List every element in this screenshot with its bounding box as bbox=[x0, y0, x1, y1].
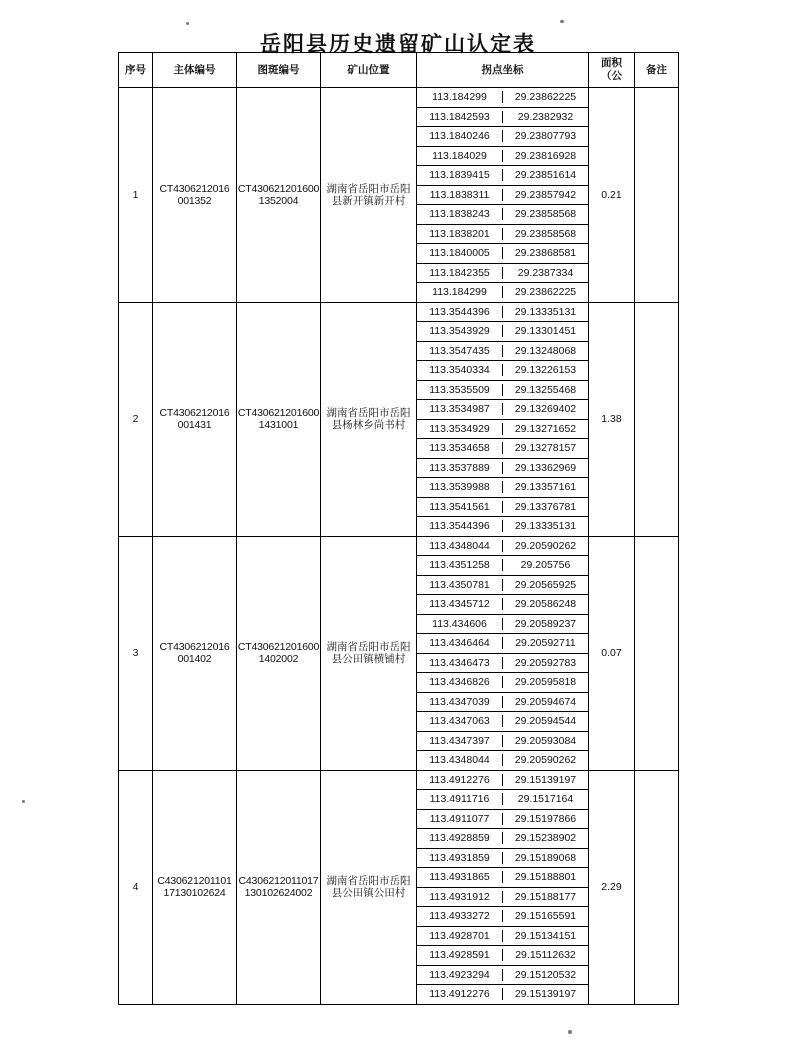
cell-coordinate-x: 113.4346464 bbox=[417, 637, 503, 649]
cell-coordinate-y: 29.13301451 bbox=[514, 325, 577, 338]
cell-coordinate-pair bbox=[417, 985, 589, 1005]
cell-coordinate-y: 29.20586248 bbox=[514, 598, 577, 611]
cell-coordinate-y: 29.15120532 bbox=[514, 968, 577, 981]
cell-coordinate-x: 113.4912276 bbox=[417, 774, 503, 786]
cell-seq: 4 bbox=[119, 770, 153, 1004]
cell-coordinate-x: 113.1840246 bbox=[417, 130, 503, 142]
cell-coordinate-x: 113.3541561 bbox=[417, 501, 503, 513]
cell-coordinate-pair bbox=[417, 341, 589, 361]
cell-coordinate-pair bbox=[417, 829, 589, 849]
cell-coordinate-y: 29.15112632 bbox=[515, 949, 576, 962]
cell-coordinate-pair bbox=[417, 517, 589, 537]
cell-coordinate-x: 113.4348044 bbox=[417, 754, 503, 766]
cell-coordinate-x: 113.3544396 bbox=[417, 306, 503, 318]
cell-coordinate-pair bbox=[417, 907, 589, 927]
scan-speck bbox=[568, 1030, 572, 1034]
cell-coordinate-y: 29.23857942 bbox=[514, 188, 577, 201]
cell-coordinate-y: 29.20590262 bbox=[514, 539, 577, 552]
cell-coordinate-pair bbox=[417, 692, 589, 712]
cell-coordinate-pair bbox=[417, 731, 589, 751]
cell-seq: 3 bbox=[119, 536, 153, 770]
cell-coordinate-y: 29.20593084 bbox=[514, 734, 577, 747]
cell-coordinate-y: 29.13269402 bbox=[514, 403, 577, 416]
cell-coordinate-x: 113.4931912 bbox=[417, 891, 503, 903]
cell-coordinate-pair bbox=[417, 361, 589, 381]
cell-coordinate-y: 29.13376781 bbox=[514, 500, 577, 513]
cell-coordinate-pair bbox=[417, 107, 589, 127]
cell-coordinate-y: 29.23816928 bbox=[514, 149, 577, 162]
cell-coordinate-pair bbox=[417, 926, 589, 946]
cell-coordinate-pair bbox=[417, 185, 589, 205]
cell-coordinate-pair bbox=[417, 653, 589, 673]
cell-coordinate-pair bbox=[417, 946, 589, 966]
cell-coordinate-x: 113.3534987 bbox=[417, 403, 503, 415]
cell-coordinate-x: 113.1842593 bbox=[417, 111, 503, 123]
cell-coordinate-pair bbox=[417, 380, 589, 400]
cell-coordinate-y: 29.20590262 bbox=[514, 754, 577, 767]
cell-remark bbox=[635, 770, 679, 1004]
cell-coordinate-y: 29.20565925 bbox=[514, 578, 577, 591]
cell-coordinate-x: 113.1840005 bbox=[417, 247, 503, 259]
cell-location: 湖南省岳阳市岳阳 县公田镇横铺村 bbox=[321, 536, 417, 770]
cell-coordinate-x: 113.3543929 bbox=[417, 325, 503, 337]
cell-coordinate-y: 29.15197866 bbox=[514, 812, 577, 825]
cell-coordinate-y: 29.15134151 bbox=[514, 929, 577, 942]
cell-patch-code: CT430621201600 1352004 bbox=[237, 88, 321, 303]
cell-coordinate-pair bbox=[417, 614, 589, 634]
cell-coordinate-pair bbox=[417, 575, 589, 595]
cell-coordinate-y: 29.15238902 bbox=[514, 832, 577, 845]
cell-coordinate-pair bbox=[417, 439, 589, 459]
cell-coordinate-pair bbox=[417, 478, 589, 498]
cell-coordinate-x: 113.184299 bbox=[417, 286, 503, 298]
cell-coordinate-x: 113.4923294 bbox=[417, 969, 503, 981]
cell-location: 湖南省岳阳市岳阳 县杨林乡尚书村 bbox=[321, 302, 417, 536]
cell-coordinate-x: 113.3540334 bbox=[417, 364, 503, 376]
cell-coordinate-y: 29.20592711 bbox=[515, 637, 576, 650]
cell-coordinate-pair bbox=[417, 224, 589, 244]
cell-coordinate-y: 29.2382932 bbox=[517, 110, 574, 123]
cell-coordinate-y: 29.20592783 bbox=[514, 656, 577, 669]
cell-coordinate-y: 29.23858568 bbox=[514, 208, 577, 221]
cell-coordinate-x: 113.3539988 bbox=[417, 481, 503, 493]
cell-coordinate-pair bbox=[417, 497, 589, 517]
cell-coordinate-y: 29.23862225 bbox=[514, 91, 577, 104]
cell-coordinate-y: 29.13271652 bbox=[514, 422, 577, 435]
cell-coordinate-x: 113.4928701 bbox=[417, 930, 503, 942]
cell-area: 0.07 bbox=[589, 536, 635, 770]
cell-coordinate-x: 113.3537889 bbox=[417, 462, 503, 474]
cell-coordinate-y: 29.15139197 bbox=[514, 773, 577, 786]
cell-coordinate-y: 29.20594544 bbox=[514, 715, 577, 728]
cell-coordinate-x: 113.4931859 bbox=[417, 852, 503, 864]
cell-area: 2.29 bbox=[589, 770, 635, 1004]
mine-recognition-table bbox=[118, 52, 679, 1005]
cell-coordinate-y: 29.13357161 bbox=[514, 481, 577, 494]
header-area bbox=[589, 53, 635, 88]
cell-coordinate-x: 113.184299 bbox=[417, 91, 503, 103]
table-row bbox=[119, 770, 679, 790]
cell-coordinate-x: 113.4351258 bbox=[417, 559, 503, 571]
cell-subject-code: CT4306212016 001402 bbox=[153, 536, 237, 770]
cell-coordinate-y: 29.13335131 bbox=[514, 305, 577, 318]
cell-coordinate-x: 113.4347039 bbox=[417, 696, 503, 708]
cell-coordinate-x: 113.4346473 bbox=[417, 657, 503, 669]
cell-coordinate-pair bbox=[417, 166, 589, 186]
cell-coordinate-x: 113.434606 bbox=[417, 618, 503, 630]
cell-coordinate-x: 113.4928859 bbox=[417, 832, 503, 844]
cell-coordinate-y: 29.15139197 bbox=[514, 988, 577, 1001]
cell-coordinate-x: 113.3544396 bbox=[417, 520, 503, 532]
cell-coordinate-pair bbox=[417, 887, 589, 907]
cell-coordinate-x: 113.4347397 bbox=[417, 735, 503, 747]
cell-coordinate-pair bbox=[417, 965, 589, 985]
cell-subject-code: C430621201101 17130102624 bbox=[153, 770, 237, 1004]
scan-speck bbox=[186, 22, 189, 25]
page-title: 岳阳县历史遗留矿山认定表 bbox=[260, 32, 536, 56]
cell-coordinate-pair bbox=[417, 419, 589, 439]
cell-coordinate-y: 29.23868581 bbox=[514, 247, 577, 260]
cell-coordinate-y: 29.13248068 bbox=[514, 344, 577, 357]
cell-area: 1.38 bbox=[589, 302, 635, 536]
cell-coordinate-x: 113.4346826 bbox=[417, 676, 503, 688]
cell-coordinate-y: 29.23862225 bbox=[514, 286, 577, 299]
cell-coordinate-pair bbox=[417, 400, 589, 420]
cell-coordinate-pair bbox=[417, 244, 589, 264]
cell-coordinate-y: 29.23858568 bbox=[514, 227, 577, 240]
cell-coordinate-x: 113.4348044 bbox=[417, 540, 503, 552]
cell-coordinate-pair bbox=[417, 536, 589, 556]
cell-coordinate-pair bbox=[417, 868, 589, 888]
table-body bbox=[119, 88, 679, 1005]
cell-coordinate-y: 29.13335131 bbox=[514, 520, 577, 533]
cell-patch-code: CT430621201600 1402002 bbox=[237, 536, 321, 770]
header-remark: 备注 bbox=[635, 53, 679, 88]
cell-remark bbox=[635, 302, 679, 536]
cell-coordinate-pair bbox=[417, 751, 589, 771]
cell-coordinate-x: 113.1842355 bbox=[417, 267, 503, 279]
cell-coordinate-pair bbox=[417, 205, 589, 225]
cell-coordinate-y: 29.23851614 bbox=[514, 169, 577, 182]
cell-coordinate-pair bbox=[417, 127, 589, 147]
cell-seq: 2 bbox=[119, 302, 153, 536]
cell-coordinate-pair bbox=[417, 595, 589, 615]
cell-coordinate-x: 113.4933272 bbox=[417, 910, 503, 922]
cell-coordinate-pair bbox=[417, 458, 589, 478]
cell-coordinate-x: 113.1838311 bbox=[417, 189, 503, 201]
cell-coordinate-y: 29.13226153 bbox=[514, 364, 577, 377]
cell-coordinate-y: 29.15188801 bbox=[514, 871, 577, 884]
cell-coordinate-pair bbox=[417, 790, 589, 810]
cell-location: 湖南省岳阳市岳阳 县公田镇公田村 bbox=[321, 770, 417, 1004]
cell-coordinate-pair bbox=[417, 302, 589, 322]
cell-coordinate-y: 29.15165591 bbox=[514, 910, 577, 923]
table-header bbox=[119, 53, 679, 88]
cell-coordinate-pair bbox=[417, 809, 589, 829]
cell-coordinate-x: 113.3534658 bbox=[417, 442, 503, 454]
cell-area: 0.21 bbox=[589, 88, 635, 303]
header-patch-code: 图斑编号 bbox=[237, 53, 321, 88]
cell-coordinate-pair bbox=[417, 263, 589, 283]
cell-remark bbox=[635, 536, 679, 770]
cell-coordinate-x: 113.1838201 bbox=[417, 228, 503, 240]
cell-coordinate-y: 29.1517164 bbox=[517, 793, 574, 806]
cell-coordinate-pair bbox=[417, 322, 589, 342]
cell-coordinate-y: 29.20595818 bbox=[514, 676, 577, 689]
cell-coordinate-x: 113.4911077 bbox=[417, 813, 503, 825]
header-area-line2: （公 bbox=[601, 70, 622, 82]
cell-coordinate-x: 113.4345712 bbox=[417, 598, 503, 610]
cell-seq: 1 bbox=[119, 88, 153, 303]
cell-coordinate-y: 29.20594674 bbox=[514, 695, 577, 708]
cell-coordinate-y: 29.23807793 bbox=[514, 130, 577, 143]
cell-coordinate-pair bbox=[417, 88, 589, 108]
cell-coordinate-x: 113.1839415 bbox=[417, 169, 503, 181]
cell-coordinate-pair bbox=[417, 556, 589, 576]
cell-coordinate-x: 113.184029 bbox=[417, 150, 503, 162]
header-location: 矿山位置 bbox=[321, 53, 417, 88]
cell-coordinate-y: 29.2387334 bbox=[517, 266, 574, 279]
scan-speck bbox=[560, 20, 564, 23]
header-subject-code: 主体编号 bbox=[153, 53, 237, 88]
cell-coordinate-pair bbox=[417, 283, 589, 303]
cell-remark bbox=[635, 88, 679, 303]
cell-patch-code: C4306212011017 130102624002 bbox=[237, 770, 321, 1004]
cell-patch-code: CT430621201600 1431001 bbox=[237, 302, 321, 536]
cell-coordinate-pair bbox=[417, 673, 589, 693]
cell-coordinate-x: 113.3535509 bbox=[417, 384, 503, 396]
cell-coordinate-x: 113.4347063 bbox=[417, 715, 503, 727]
cell-coordinate-y: 29.15188177 bbox=[514, 890, 577, 903]
table-row bbox=[119, 88, 679, 108]
cell-coordinate-pair bbox=[417, 634, 589, 654]
cell-subject-code: CT4306212016 001431 bbox=[153, 302, 237, 536]
cell-coordinate-x: 113.3534929 bbox=[417, 423, 503, 435]
header-coordinates: 拐点坐标 bbox=[417, 53, 589, 88]
cell-coordinate-x: 113.4912276 bbox=[417, 988, 503, 1000]
cell-coordinate-x: 113.4931865 bbox=[417, 871, 503, 883]
table-row bbox=[119, 302, 679, 322]
cell-coordinate-pair bbox=[417, 848, 589, 868]
cell-subject-code: CT4306212016 001352 bbox=[153, 88, 237, 303]
table-row bbox=[119, 536, 679, 556]
scan-speck bbox=[22, 800, 25, 803]
cell-coordinate-x: 113.1838243 bbox=[417, 208, 503, 220]
cell-coordinate-x: 113.4350781 bbox=[417, 579, 503, 591]
cell-coordinate-y: 29.13255468 bbox=[514, 383, 577, 396]
cell-coordinate-x: 113.4911716 bbox=[417, 793, 503, 805]
cell-coordinate-pair bbox=[417, 770, 589, 790]
cell-coordinate-x: 113.4928591 bbox=[417, 949, 503, 961]
cell-coordinate-y: 29.20589237 bbox=[514, 617, 577, 630]
cell-coordinate-pair bbox=[417, 146, 589, 166]
cell-coordinate-y: 29.205756 bbox=[520, 559, 571, 572]
header-seq: 序号 bbox=[119, 53, 153, 88]
header-area-line1: 面积 bbox=[601, 57, 622, 70]
cell-coordinate-y: 29.13278157 bbox=[514, 442, 577, 455]
cell-coordinate-x: 113.3547435 bbox=[417, 345, 503, 357]
cell-coordinate-pair bbox=[417, 712, 589, 732]
cell-coordinate-y: 29.15189068 bbox=[514, 851, 577, 864]
cell-location: 湖南省岳阳市岳阳 县新开镇新开村 bbox=[321, 88, 417, 303]
cell-coordinate-y: 29.13362969 bbox=[514, 461, 577, 474]
